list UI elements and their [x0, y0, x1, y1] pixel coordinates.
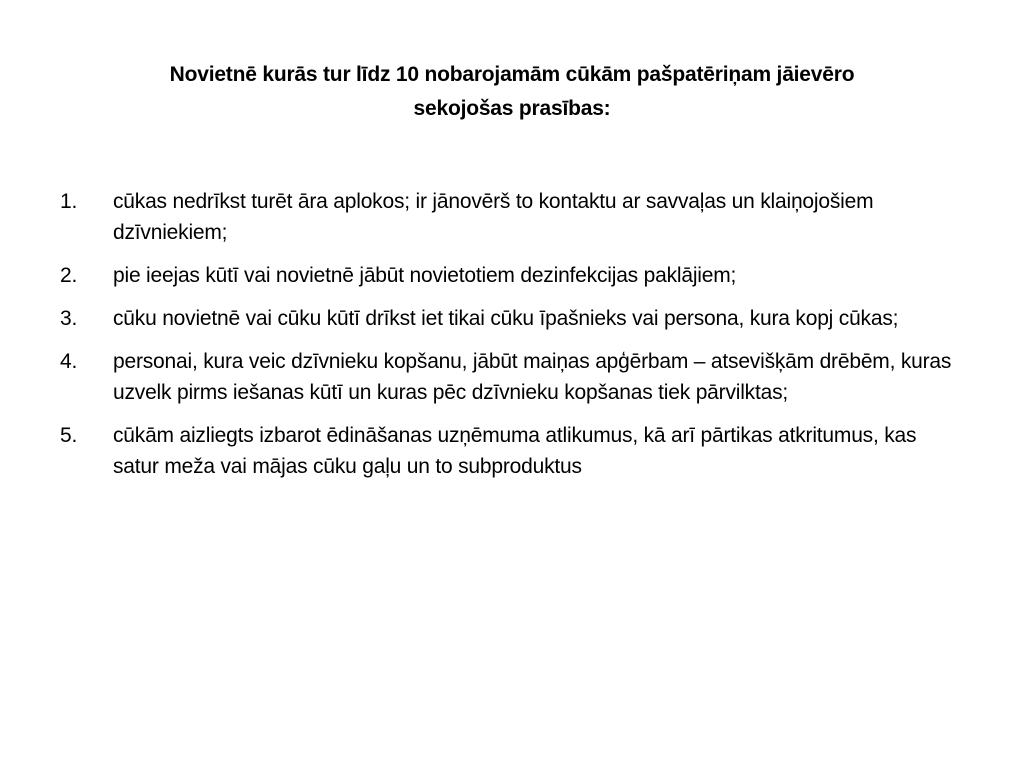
list-item-text: cūku novietnē vai cūku kūtī drīkst iet tikai cūku īpašnieks vai persona, kura kopj cūkas; — [113, 307, 899, 330]
list-item — [56, 420, 956, 482]
list-item-text: pie ieejas kūtī vai novietnē jābūt novietotiem dezinfekcijas paklājiem; — [113, 264, 737, 287]
list-item-number: 5. — [60, 424, 78, 447]
list-item-number: 1. — [60, 190, 78, 213]
list-item — [56, 303, 956, 334]
slide-title-line: Novietnē kurās tur līdz 10 nobarojamām cūkām pašpatēriņam jāievēro — [169, 63, 855, 86]
list-item — [56, 260, 956, 291]
list-item-text: personai, kura veic dzīvnieku kopšanu, jābūt maiņas apģērbam – atsevišķām drēbēm, kuras uzvelk pirms iešanas kūtī un kuras pēc dzīvnieku kopšanas tiek pārvilktas; — [113, 350, 952, 404]
slide-title — [60, 58, 964, 126]
list-item — [56, 346, 956, 408]
list-item-text: cūkas nedrīkst turēt āra aplokos; ir jānovērš to kontaktu ar savvaļas un klaiņojošiem dzīvniekiem; — [113, 190, 874, 244]
list-item-number: 4. — [60, 350, 78, 373]
list-item-number: 3. — [60, 307, 78, 330]
list-item — [56, 186, 956, 248]
list-item-text: cūkām aizliegts izbarot ēdināšanas uzņēmuma atlikumus, kā arī pārtikas atkritumus, kas satur meža vai mājas cūku gaļu un to subproduktus — [113, 424, 917, 478]
requirements-list — [56, 186, 956, 494]
list-item-number: 2. — [60, 264, 78, 287]
slide-title-line: sekojošas prasības: — [413, 97, 611, 120]
